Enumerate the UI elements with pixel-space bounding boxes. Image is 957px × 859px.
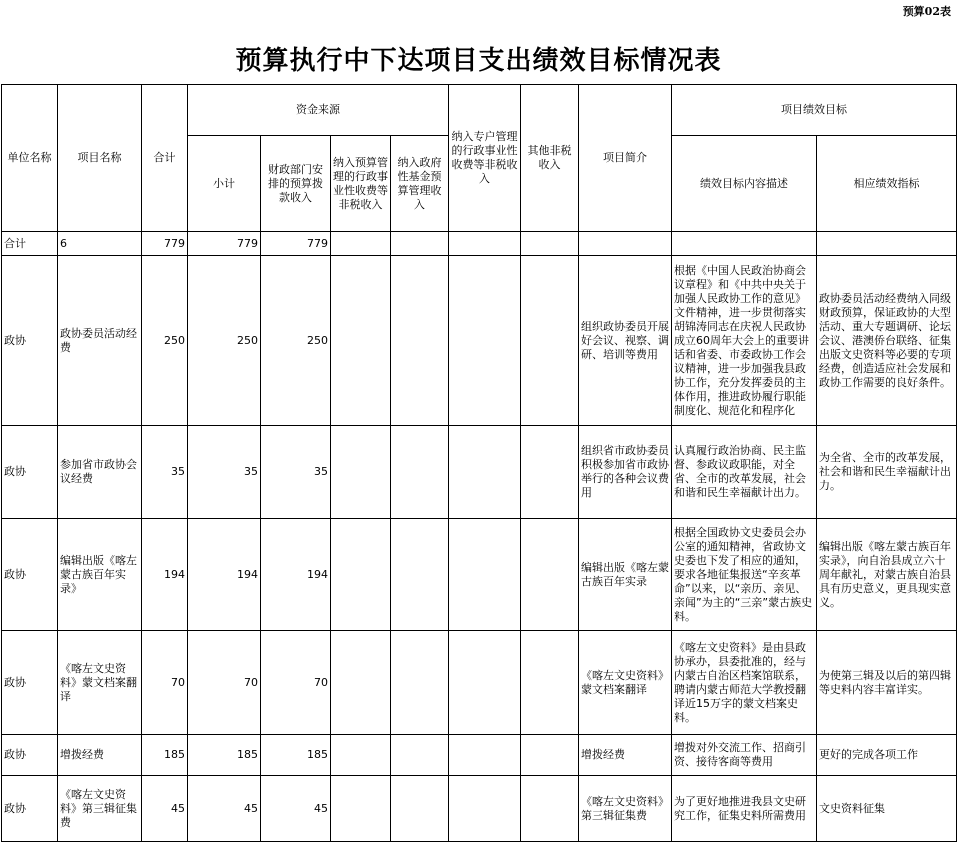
cell-perf-desc: 为了更好地推进我县文史研究工作，征集史料所需费用 xyxy=(672,776,817,842)
cell-gov-fund xyxy=(391,426,449,519)
cell-fiscal: 45 xyxy=(261,776,331,842)
cell-total: 250 xyxy=(142,256,188,426)
total-perf-desc xyxy=(672,232,817,256)
cell-subtotal: 250 xyxy=(188,256,261,426)
cell-gov-fund xyxy=(391,631,449,735)
cell-unit: 政协 xyxy=(2,426,58,519)
cell-subtotal: 194 xyxy=(188,519,261,631)
cell-project: 政协委员活动经费 xyxy=(58,256,142,426)
header-perf-indicator: 相应绩效指标 xyxy=(817,136,957,232)
cell-subtotal: 35 xyxy=(188,426,261,519)
cell-admin-fee xyxy=(331,426,391,519)
header-fiscal: 财政部门安排的预算拨款收入 xyxy=(261,136,331,232)
cell-project: 参加省市政协会议经费 xyxy=(58,426,142,519)
total-special-account xyxy=(449,232,521,256)
cell-total: 45 xyxy=(142,776,188,842)
cell-admin-fee xyxy=(331,735,391,776)
header-total: 合计 xyxy=(142,85,188,232)
cell-admin-fee xyxy=(331,256,391,426)
total-intro xyxy=(579,232,672,256)
cell-intro: 《喀左文史资料》蒙文档案翻译 xyxy=(579,631,672,735)
cell-unit: 政协 xyxy=(2,631,58,735)
table-row xyxy=(2,735,957,776)
total-fiscal: 779 xyxy=(261,232,331,256)
cell-total: 70 xyxy=(142,631,188,735)
cell-perf-desc: 认真履行政治协商、民主监督、参政议政职能，对全省、全市的改革发展，社会和谐和民生幸福献计出力。 xyxy=(672,426,817,519)
cell-other-nontax xyxy=(521,426,579,519)
cell-project: 增拨经费 xyxy=(58,735,142,776)
cell-total: 35 xyxy=(142,426,188,519)
cell-fiscal: 70 xyxy=(261,631,331,735)
total-gov-fund xyxy=(391,232,449,256)
cell-other-nontax xyxy=(521,776,579,842)
cell-special-account xyxy=(449,426,521,519)
total-other-nontax xyxy=(521,232,579,256)
header-special-account: 纳入专户管理的行政事业性收费等非税收入 xyxy=(449,85,521,232)
cell-admin-fee xyxy=(331,519,391,631)
cell-unit: 政协 xyxy=(2,519,58,631)
header-admin-fee: 纳入预算管理的行政事业性收费等非税收入 xyxy=(331,136,391,232)
page-title: 预算执行中下达项目支出绩效目标情况表 xyxy=(235,46,722,76)
cell-intro: 增拨经费 xyxy=(579,735,672,776)
total-perf-indicator xyxy=(817,232,957,256)
table-row xyxy=(2,776,957,842)
cell-perf-indicator: 政协委员活动经费纳入同级财政预算，保证政协的大型活动、重大专题调研、论坛会议、港澳侨台联络、征集出版文史资料等必要的专项经费，创造适应社会发展和政协工作需要的良好条件。 xyxy=(817,256,957,426)
cell-subtotal: 185 xyxy=(188,735,261,776)
header-gov-fund: 纳入政府性基金预算管理收入 xyxy=(391,136,449,232)
cell-perf-desc: 根据《中国人民政治协商会议章程》和《中共中央关于加强人民政协工作的意见》文件精神，进一步贯彻落实胡锦涛同志在庆祝人民政协成立60周年大会上的重要讲话和省委、市委政协工作会议精神，进一步加强我县政协工作，充分发挥委员的主体作用，推进政协履行职能制度化、规范化和程序化 xyxy=(672,256,817,426)
table-row xyxy=(2,426,957,519)
header-unit: 单位名称 xyxy=(2,85,58,232)
header-perf: 项目绩效目标 xyxy=(672,85,957,136)
total-subtotal: 779 xyxy=(188,232,261,256)
cell-perf-indicator: 更好的完成各项工作 xyxy=(817,735,957,776)
cell-fiscal: 194 xyxy=(261,519,331,631)
cell-admin-fee xyxy=(331,776,391,842)
cell-project: 《喀左文史资料》蒙文档案翻译 xyxy=(58,631,142,735)
cell-other-nontax xyxy=(521,519,579,631)
table-row xyxy=(2,256,957,426)
cell-intro: 编辑出版《喀左蒙古族百年实录 xyxy=(579,519,672,631)
table-row xyxy=(2,519,957,631)
cell-fiscal: 185 xyxy=(261,735,331,776)
header-intro: 项目简介 xyxy=(579,85,672,232)
total-project-count: 6 xyxy=(58,232,142,256)
cell-other-nontax xyxy=(521,631,579,735)
cell-total: 185 xyxy=(142,735,188,776)
header-other-nontax: 其他非税收入 xyxy=(521,85,579,232)
cell-perf-indicator: 编辑出版《喀左蒙古族百年实录》，向自治县成立六十周年献礼，对蒙古族自治县具有历史意义，更具现实意义。 xyxy=(817,519,957,631)
cell-special-account xyxy=(449,631,521,735)
cell-gov-fund xyxy=(391,735,449,776)
cell-project: 《喀左文史资料》第三辑征集费 xyxy=(58,776,142,842)
cell-total: 194 xyxy=(142,519,188,631)
total-admin-fee xyxy=(331,232,391,256)
cell-gov-fund xyxy=(391,519,449,631)
cell-special-account xyxy=(449,256,521,426)
total-unit: 合计 xyxy=(2,232,58,256)
cell-unit: 政协 xyxy=(2,256,58,426)
cell-special-account xyxy=(449,735,521,776)
header-funding: 资金来源 xyxy=(188,85,449,136)
cell-other-nontax xyxy=(521,735,579,776)
cell-perf-desc: 增拨对外交流工作、招商引资、接待客商等费用 xyxy=(672,735,817,776)
cell-gov-fund xyxy=(391,776,449,842)
cell-intro: 组织政协委员开展好会议、视察、调研、培训等费用 xyxy=(579,256,672,426)
cell-intro: 《喀左文史资料》第三辑征集费 xyxy=(579,776,672,842)
cell-unit: 政协 xyxy=(2,735,58,776)
table-row xyxy=(2,631,957,735)
budget-table xyxy=(1,84,957,842)
cell-gov-fund xyxy=(391,256,449,426)
cell-perf-desc: 《喀左文史资料》是由县政协承办，县委批准的，经与内蒙古自治区档案馆联系，聘请内蒙古师范大学教授翻译近15万字的蒙文档案史料。 xyxy=(672,631,817,735)
cell-intro: 组织省市政协委员积极参加省市政协举行的各种会议费用 xyxy=(579,426,672,519)
cell-fiscal: 250 xyxy=(261,256,331,426)
cell-subtotal: 70 xyxy=(188,631,261,735)
cell-admin-fee xyxy=(331,631,391,735)
cell-other-nontax xyxy=(521,256,579,426)
cell-perf-indicator: 为全省、全市的改革发展，社会和谐和民生幸福献计出力。 xyxy=(817,426,957,519)
form-code: 预算02表 xyxy=(902,5,951,18)
cell-subtotal: 45 xyxy=(188,776,261,842)
cell-special-account xyxy=(449,519,521,631)
header-project: 项目名称 xyxy=(58,85,142,232)
cell-project: 编辑出版《喀左蒙古族百年实录》 xyxy=(58,519,142,631)
total-amount: 779 xyxy=(142,232,188,256)
cell-perf-indicator: 文史资料征集 xyxy=(817,776,957,842)
cell-perf-desc: 根据全国政协文史委员会办公室的通知精神，省政协文史委也下发了相应的通知，要求各地征集报送“辛亥革命”以来，以“亲历、亲见、亲闻”为主的“三亲”蒙古族史料。 xyxy=(672,519,817,631)
cell-special-account xyxy=(449,776,521,842)
cell-perf-indicator: 为使第三辑及以后的第四辑等史料内容丰富详实。 xyxy=(817,631,957,735)
header-perf-desc: 绩效目标内容描述 xyxy=(672,136,817,232)
header-subtotal: 小计 xyxy=(188,136,261,232)
total-row xyxy=(2,232,957,256)
cell-fiscal: 35 xyxy=(261,426,331,519)
cell-unit: 政协 xyxy=(2,776,58,842)
